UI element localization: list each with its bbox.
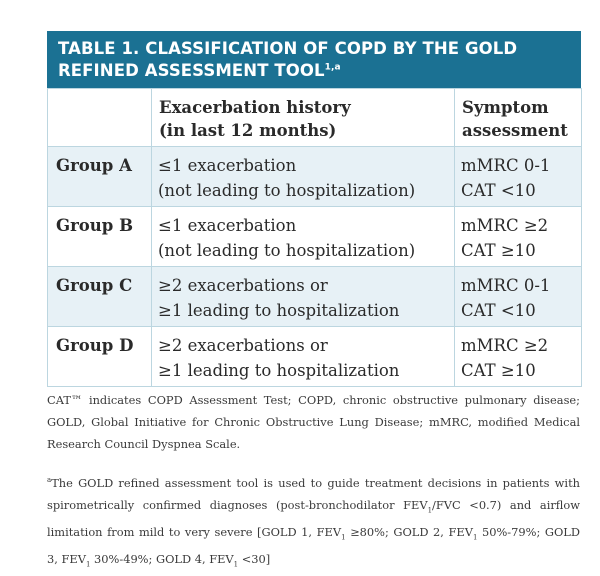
exacerbation-line1: ≤1 exacerbation [158,156,297,175]
exacerbation-line2: (not leading to hospitalization) [158,241,416,260]
table-row [48,267,582,327]
table-notes [47,389,580,576]
footnote-text-6: <30] [238,552,271,567]
symptom-line2: CAT ≥10 [461,241,536,260]
symptom-line1: mMRC 0-1 [461,276,551,295]
symptom-cell [455,267,582,327]
footnote-a [47,469,580,576]
footnote-text-2: /FVC <0.7) and airflow limitation from mild to very severe [GOLD 1, FEV [47,497,580,540]
exacerbation-cell [152,267,455,327]
symptom-line1: mMRC ≥2 [461,336,549,355]
exacerbation-cell [152,207,455,267]
exacerbation-cell [152,327,455,387]
footnote-text-1: The GOLD refined assessment tool is used to guide treatment decisions in patients with spirometrically confirmed diagnoses (post-bronchodilator FEV [47,475,580,512]
symptom-line2: CAT <10 [461,301,536,320]
header-row [48,89,582,147]
table-row [48,327,582,387]
group-label: Group C [48,267,152,327]
exacerbation-line1: ≤1 exacerbation [158,216,297,235]
group-label: Group A [48,147,152,207]
table-title-refs: 1,a [324,62,341,73]
copd-classification-table [47,31,581,387]
symptom-line2: CAT ≥10 [461,361,536,380]
footnote-text-3: ≥80%; GOLD 2, FEV [345,525,473,540]
exacerbation-line1: ≥2 exacerbations or [158,276,328,295]
group-label: Group D [48,327,152,387]
fev-subscript: 1 [427,506,433,515]
header-empty-cell [48,89,152,147]
table-title [47,31,581,88]
table-title-line2: REFINED ASSESSMENT TOOL [58,61,325,80]
exacerbation-cell [152,147,455,207]
table-title-line1: TABLE 1. CLASSIFICATION OF COPD BY THE GOLD [58,39,518,58]
fev-subscript: 1 [85,560,91,569]
fev-subscript: 1 [472,533,478,542]
header-symptom [455,89,582,147]
header-exacerbation [152,89,455,147]
exacerbation-line2: (not leading to hospitalization) [158,181,416,200]
header-exacerbation-line1: Exacerbation history [159,98,351,117]
table-row [48,147,582,207]
group-label: Group B [48,207,152,267]
table-row [48,207,582,267]
symptom-cell [455,327,582,387]
exacerbation-line2: ≥1 leading to hospitalization [158,301,400,320]
symptom-cell [455,147,582,207]
exacerbation-line2: ≥1 leading to hospitalization [158,361,400,380]
header-symptom-line2: assessment [462,121,568,140]
classification-grid [47,88,582,387]
symptom-cell [455,207,582,267]
footnote-text-5: 30%-49%; GOLD 4, FEV [90,552,234,567]
header-symptom-line1: Symptom [462,98,549,117]
footnote-marker: a [47,476,52,484]
footnote-text-4: 50%-79%; GOLD 3, FEV [47,525,580,567]
symptom-line2: CAT <10 [461,181,536,200]
fev-subscript: 1 [341,533,346,542]
header-exacerbation-line2: (in last 12 months) [159,121,337,140]
symptom-line1: mMRC ≥2 [461,216,549,235]
abbreviations-note: CAT™ indicates COPD Assessment Test; COPD, chronic obstructive pulmonary disease; GOLD, Global Initiative for Chronic Obstructive Lung Disease; mMRC, modified Medical Research Council Dyspnea Scale. [47,393,580,451]
exacerbation-line1: ≥2 exacerbations or [158,336,328,355]
fev-subscript: 1 [233,560,239,569]
symptom-line1: mMRC 0-1 [461,156,551,175]
